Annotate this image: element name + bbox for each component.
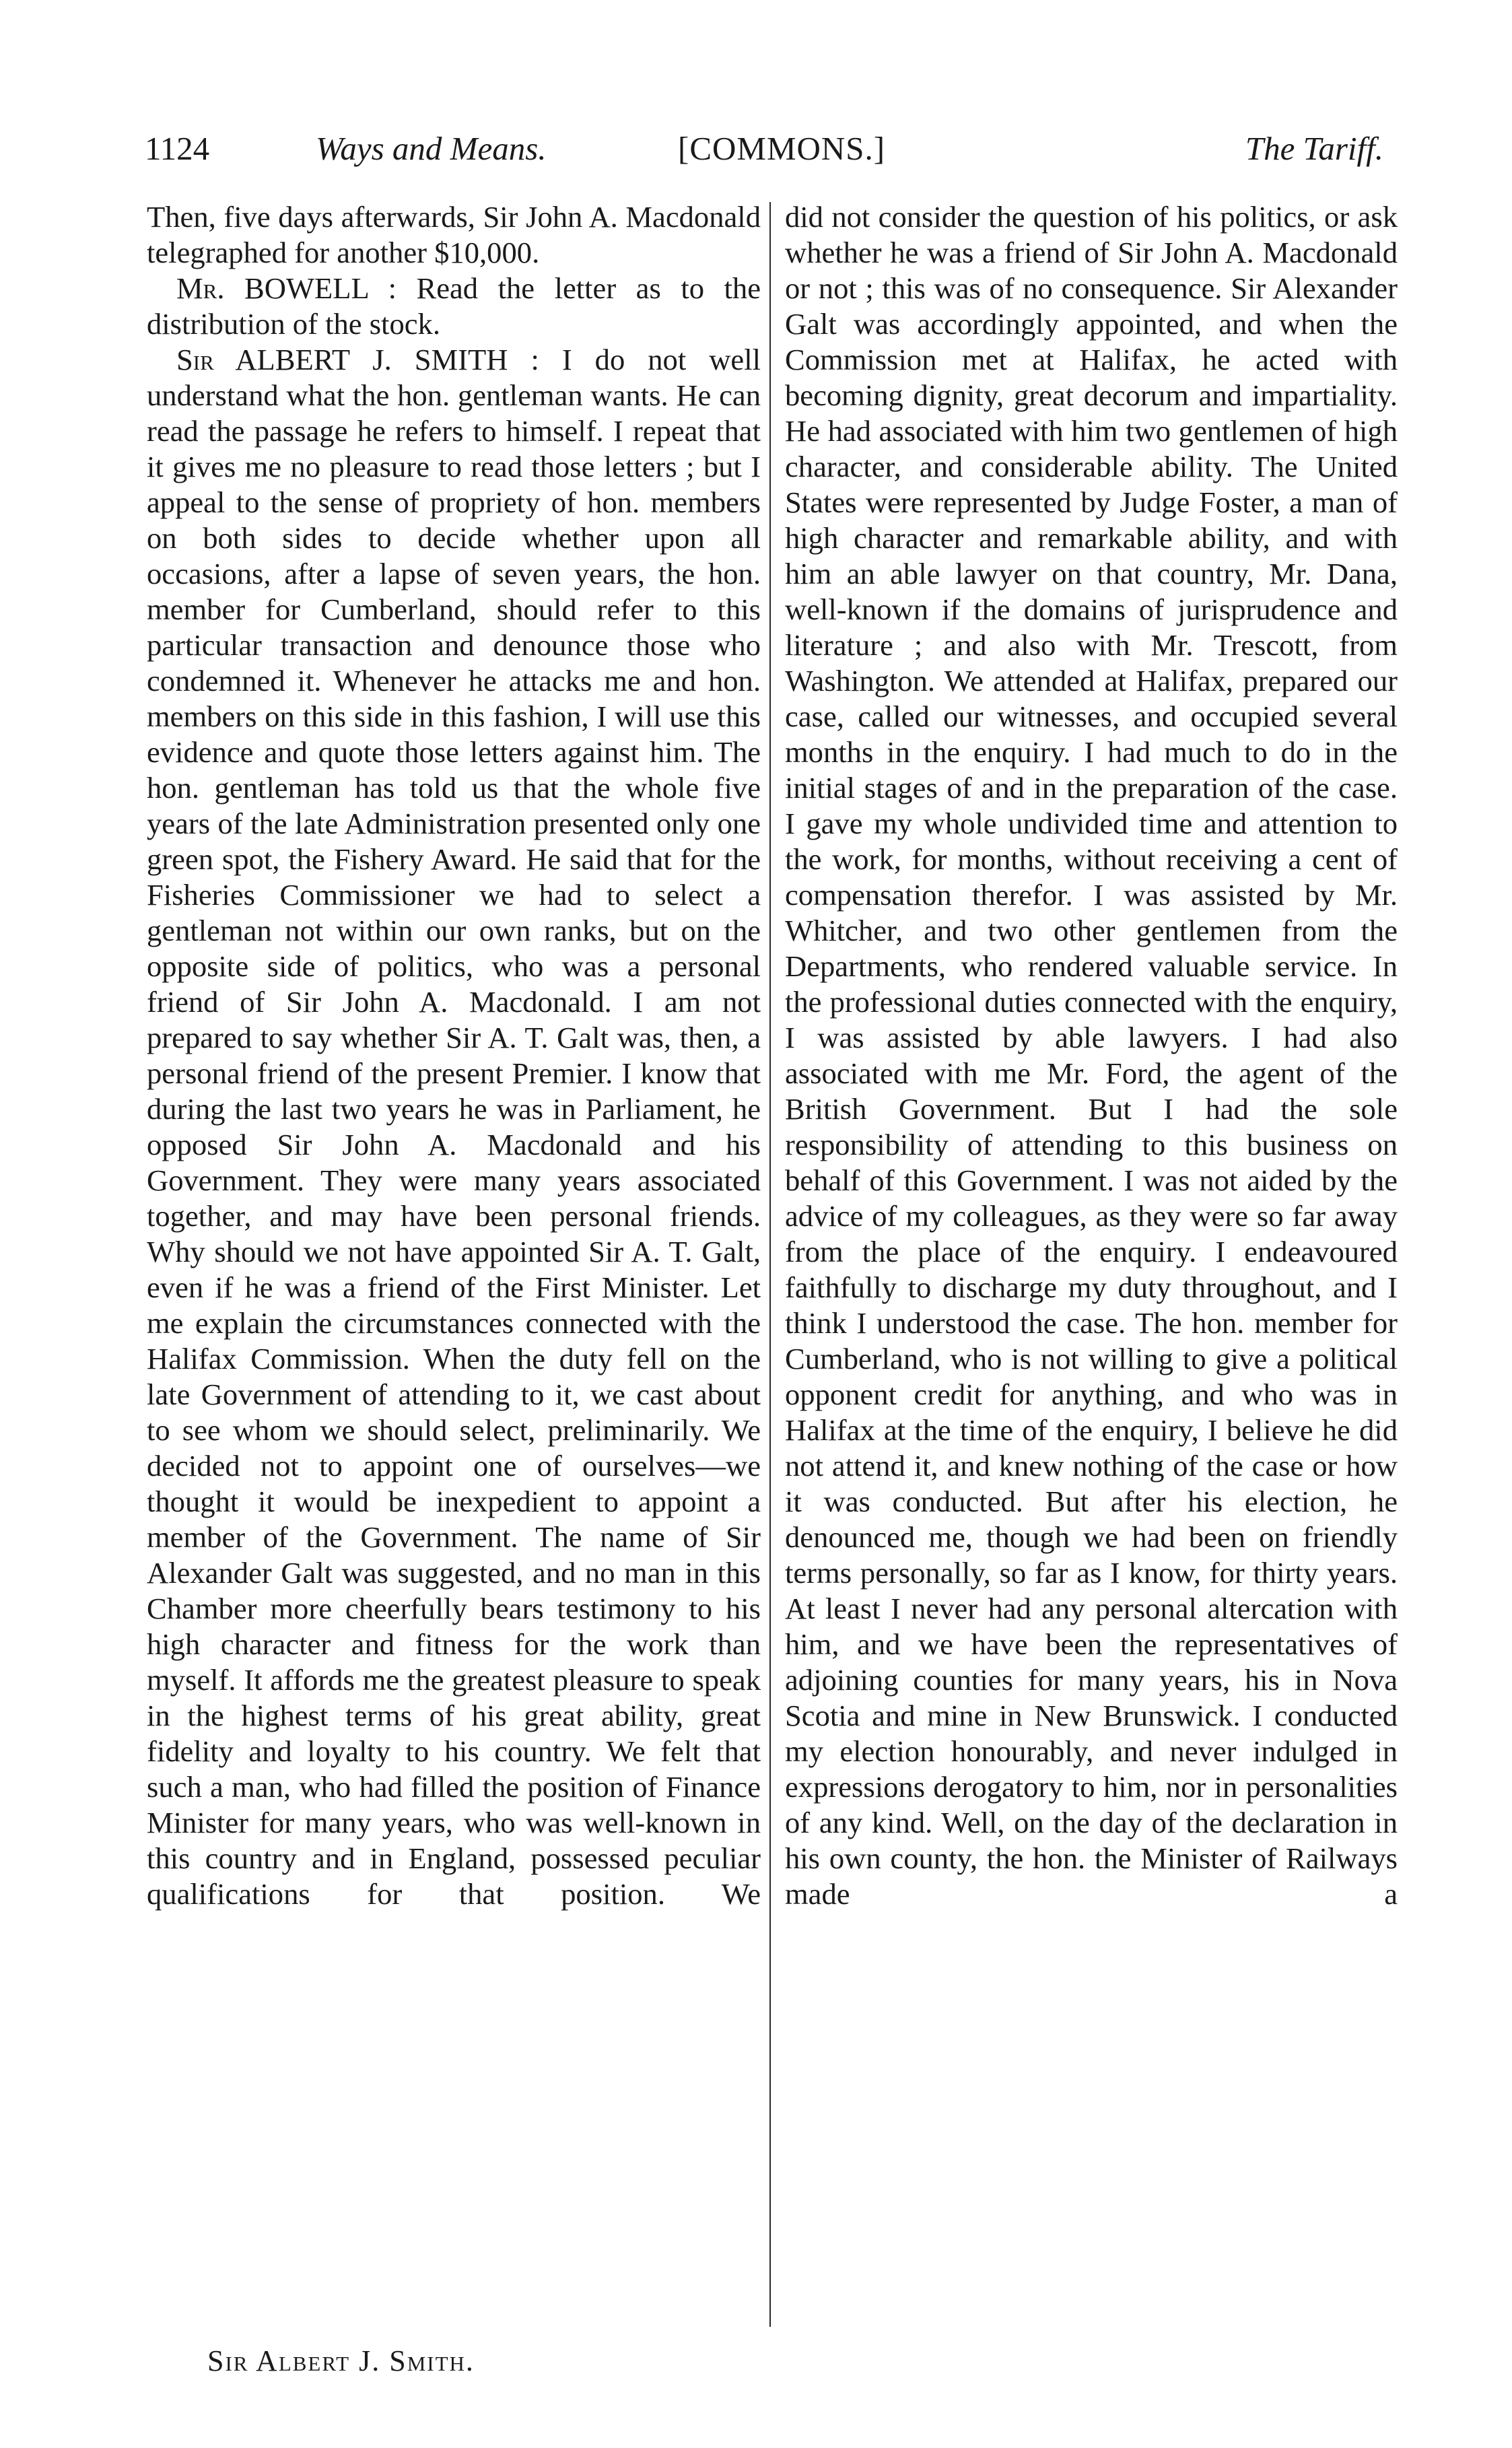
column-divider <box>769 202 771 2327</box>
paragraph-continued: did not consider the question of his politics, or ask whether he was a friend of Sir John A. Macdonald or not ; this was of no consequence. Sir Alexander Galt was accordingly appointed, and when the Commission met at Halifax, he acted with becoming dignity, great decorum and impartiality. He had associated with him two gentlemen of high character, and considerable ability. The United States were represented by Judge Foster, a man of high character and remarkable ability, and with him an able lawyer on that country, Mr. Dana, well-known if the domains of jurisprudence and literature ; and also with Mr. Trescott, from Washington. We attended at Halifax, prepared our case, called our witnesses, and occupied several months in the enquiry. I had much to do in the initial stages of and in the preparation of the case. I gave my whole undivided time and attention to the work, for months, without receiving a cent of compensation therefor. I was assisted by Mr. Whitcher, and two other gentlemen from the Departments, who rendered valuable service. In the professional duties connected with the enquiry, I was assisted by able lawyers. I had also associated with me Mr. Ford, the agent of the British Government. But I had the sole responsibility of attending to this business on behalf of this Government. I was not aided by the advice of my colleagues, as they were so far away from the place of the enquiry. I endeavoured faithfully to discharge my duty throughout, and I think I understood the case. The hon. member for Cumberland, who is not willing to give a political opponent credit for anything, and who was in Halifax at the time of the enquiry, I believe he did not attend it, and knew nothing of the case or how it was conducted. But after his election, he denounced me, though we had been on friendly terms personally, so far as I know, for thirty years. At least I never had any personal altercation with him, and we have been the representatives of adjoining counties for many years, his in Nova Scotia and mine in New Brunswick. I conducted my election honourably, and never indulged in expressions derogatory to him, nor in personalities of any kind. Well, on the day of the declaration in his own county, the hon. the Minister of Railways made a <box>785 200 1398 1911</box>
running-header <box>145 125 1383 172</box>
speaker-name: Sir ALBERT J. SMITH : <box>176 343 539 376</box>
speech-text: Read the letter as to the distribution of the stock. <box>147 271 761 341</box>
header-section-title: Ways and Means. <box>316 130 547 167</box>
left-column <box>147 199 761 2339</box>
paragraph-smith <box>147 342 761 1912</box>
header-chamber: [COMMONS.] <box>678 130 886 167</box>
header-topic: The Tariff. <box>1245 130 1383 167</box>
speaker-name: Mr. BOWELL : <box>176 271 397 305</box>
speech-text: I do not well understand what the hon. gentleman wants. He can read the passage he refers to himself. I repeat that it gives me no pleasure to read those letters ; but I appeal to the sense of propriety of hon. members on both sides to decide whether upon all occasions, after a lapse of seven years, the hon. member for Cumberland, should refer to this particular transaction and denounce those who condemned it. Whenever he attacks me and hon. members on this side in this fashion, I will use this evidence and quote those letters against him. The hon. gentleman has told us that the whole five years of the late Administration presented only one green spot, the Fishery Award. He said that for the Fisheries Commissioner we had to select a gentleman not within our own ranks, but on the opposite side of politics, who was a personal friend of Sir John A. Macdonald. I am not prepared to say whether Sir A. T. Galt was, then, a personal friend of the present Premier. I know that during the last two years he was in Parliament, he opposed Sir John A. Macdonald and his Government. They were many years associated together, and may have been personal friends. Why should we not have appointed Sir A. T. Galt, even if he was a friend of the First Minister. Let me explain the circumstances connected with the Halifax Commission. When the duty fell on the late Government of attending to it, we cast about to see whom we should select, preliminarily. We decided not to appoint one of ourselves—we thought it would be inexpedient to appoint a member of the Government. The name of Sir Alexander Galt was suggested, and no man in this Chamber more cheerfully bears testimony to his high character and fitness for the work than myself. It affords me the greatest pleasure to speak in the highest terms of his great ability, great fidelity and loyalty to his country. We felt that such a man, who had filled the position of Finance Minister for many years, who was well-known in this country and in England, possessed peculiar qualifications for that position. We <box>147 343 761 1911</box>
right-column <box>785 199 1398 2339</box>
footer-speaker: Sir Albert J. Smith. <box>207 2344 475 2377</box>
paragraph-bowell <box>147 271 761 342</box>
paragraph-opening: Then, five days afterwards, Sir John A. Macdonald telegraphed for another $10,000. <box>147 200 761 269</box>
page-number: 1124 <box>145 130 210 167</box>
